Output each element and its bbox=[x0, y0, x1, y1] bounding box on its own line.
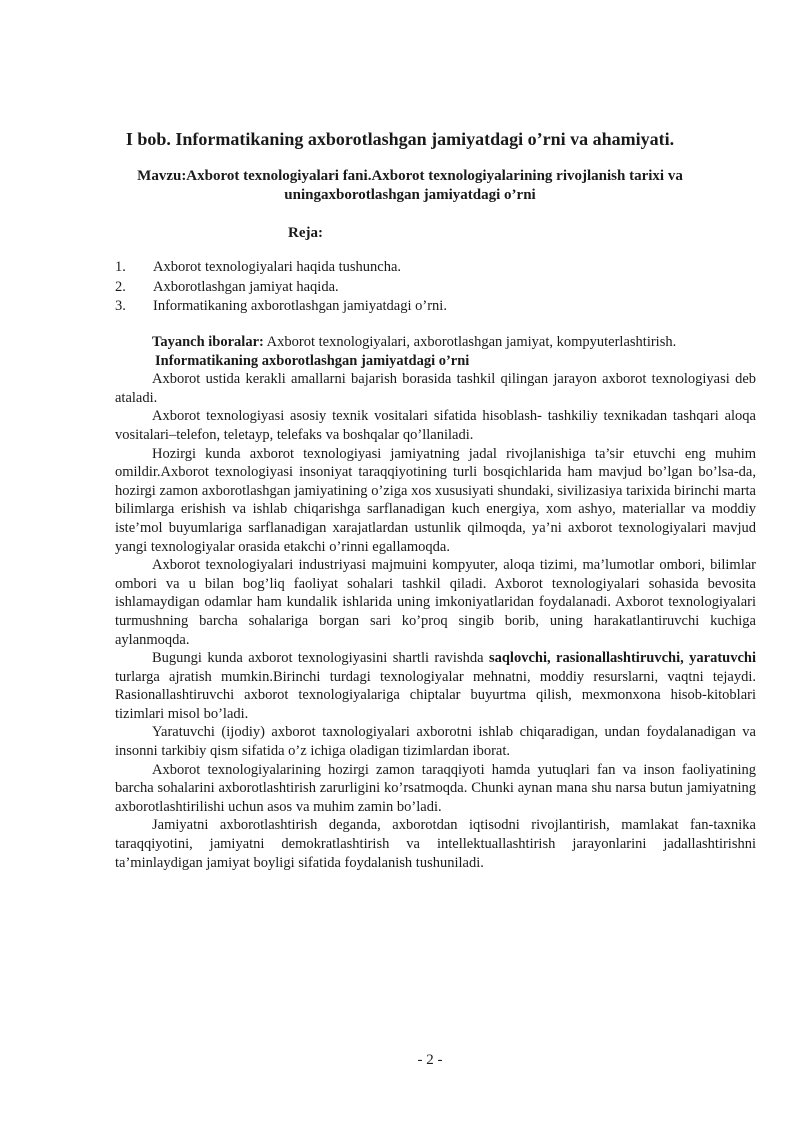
paragraph: Yaratuvchi (ijodiy) axborot taxnologiyalari axborotni ishlab chiqaradigan, undan foydalanadigan va insonni tarkibiy qism sifatida o’z ichiga oladigan tizimlardan iborat. bbox=[115, 724, 756, 760]
plan-item bbox=[115, 278, 755, 298]
plan-item-number: 3. bbox=[115, 298, 126, 314]
plan-list bbox=[115, 258, 755, 317]
keywords-text: Axborot texnologiyalari, axborotlashgan jamiyat, kompyuterlashtirish. bbox=[263, 334, 677, 350]
paragraph-text: Bugungi kunda axborot texnologiyasini shartli ravishda bbox=[152, 650, 489, 667]
topic-heading: Mavzu:Axborot texnologiyalari fani.Axborot texnologiyalarining rivojlanish tarixi va uningaxborotlashgan jamiyatdagi o’rni bbox=[137, 168, 683, 203]
plan-item-text: Axborotlashgan jamiyat haqida. bbox=[153, 278, 339, 295]
plan-item-text: Axborot texnologiyalari haqida tushuncha. bbox=[153, 259, 402, 275]
keywords-paragraph bbox=[115, 333, 756, 352]
paragraph: Jamiyatni axborotlashtirish deganda, axborotdan iqtisodni rivojlantirish, mamlakat fan-taxnika taraqqiyotini, jamiyatni demokratlashtirish va intellektuallashtirish jarayonlarini jadallashtirishni ta’minlaydigan jamiyat boyligi sifatida foydalanish tushuniladi. bbox=[115, 817, 756, 871]
plan-item bbox=[115, 258, 755, 278]
plan-item-number: 2. bbox=[115, 278, 126, 295]
plan-heading: Reja: bbox=[288, 225, 323, 241]
chapter-title: I bob. Informatikaning axborotlashgan jamiyatdagi o’rni va ahamiyati. bbox=[125, 129, 675, 149]
paragraph bbox=[115, 649, 756, 723]
section-heading: Informatikaning axborotlashgan jamiyatdagi o’rni bbox=[155, 352, 470, 369]
paragraph-bold-terms: saqlovchi, rasionallashtiruvchi, yaratuvchi bbox=[488, 650, 756, 667]
paragraph: Hozirgi kunda axborot texnologiyasi jamiyatning jadal rivojlanishiga ta’sir etuvchi eng muhim omildir.Axborot texnologiyasi insoniyat taraqqiyotining turli bosqichlarida ham mavjud bo’lgan bo’lsa-da, hozirgi zamon axborotlashgan jamiyatining o’ziga xos xususiyati shundaki, sivilizasiya tarixida birinchi marta bilimlarga erishish va ishlab chiqarishga sarflanadigan kuch energiya, xom ashyo, materiallar va moddiy iste’mol buyumlariga sarflanadigan xarajatlardan ustunlik qilmoqda, ya’ni axborot texnologiyalari mavjud yangi texnologiyalar orasida etakchi o’rinni egallamoqda. bbox=[115, 445, 756, 555]
keywords-label: Tayanch iboralar: bbox=[152, 334, 264, 350]
page-number: - 2 - bbox=[417, 1052, 443, 1068]
body-text bbox=[115, 333, 756, 872]
paragraph: Axborot texnologiyasi asosiy texnik vositalari sifatida hisoblash- tashkiliy texnikadan tashqari aloqa vositalari–telefon, teletayp, telefaks va boshqalar qo’llaniladi. bbox=[115, 408, 756, 443]
paragraph: Axborot ustida kerakli amallarni bajarish borasida tashkil qilingan jarayon axborot texnologiyasi deb ataladi. bbox=[115, 371, 756, 406]
paragraph-text: turlarga ajratish mumkin.Birinchi turdagi texnologiyalar mehnatni, moddiy resurslarni, vaqtni tejaydi. Rasionallashtiruvchi axborot texnologiyalariga chiptalar buyurtma qilish, mexmonxona hisob-kitoblari tizimlari misol bo’ladi. bbox=[115, 668, 756, 722]
plan-item bbox=[115, 297, 755, 317]
plan-item-number: 1. bbox=[115, 259, 126, 275]
paragraph: Axborot texnologiyalari industriyasi majmuini kompyuter, aloqa tizimi, ma’lumotlar ombori, bilimlar ombori va u bilan bog’liq faoliyat sohalari tashkil qiladi. Axborot texnologiyalari sohasida bevosita ishlamaydigan odamlar ham kundalik ishlarida uning imkoniyatlaridan foydalanadi. Axborot texnologiyalari turmushning barcha sohalariga borgan sari ko’proq singib borib, uning harakatlantiruvchi kuchiga aylanmoqda. bbox=[115, 557, 756, 648]
paragraph: Axborot texnologiyalarining hozirgi zamon taraqqiyoti hamda yutuqlari fan va inson faoliyatining barcha sohalarini axborotlashtirish zarurligini ko’rsatmoqda. Chunki aynan mana shu narsa butun jamiyatning axborotlashtirilishi uchun asos va muhim zamin bo’ladi. bbox=[115, 761, 756, 815]
plan-item-text: Informatikaning axborotlashgan jamiyatdagi o’rni. bbox=[153, 298, 447, 314]
